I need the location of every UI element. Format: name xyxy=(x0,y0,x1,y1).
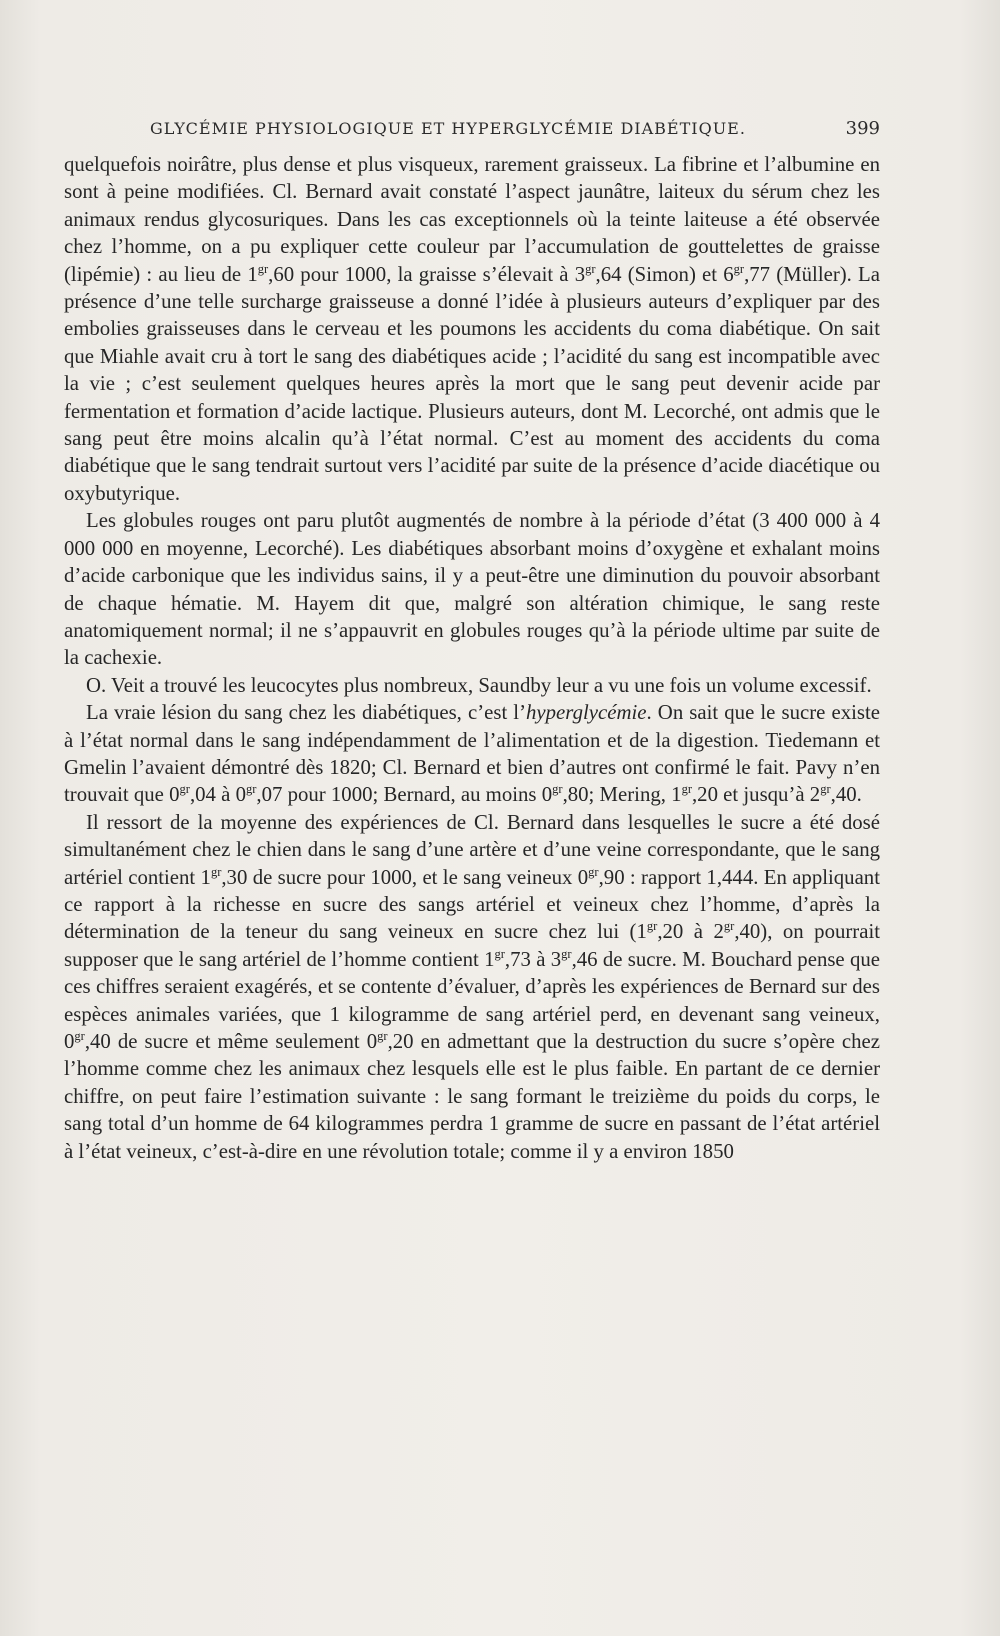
unit-superscript: gr xyxy=(179,782,190,797)
unit-superscript: gr xyxy=(494,946,505,961)
text-run: Les globules rouges ont paru plutôt augmentés de nombre à la période d’état (3 400 000 à 4 000 000 en moyenne, Lecorché). Les diabétiques absorbant moins d’oxygène et exhalant moins d’acide carbonique que les individus sains, il y a peut-être une diminution du pouvoir absorbant de chaque hématie. M. Hayem dit que, malgré son altération chimique, le sang reste anatomiquement normal; il ne s’appauvrit en globules rouges qu’à la période ultime par suite de la cachexie. xyxy=(64,509,880,670)
paragraph xyxy=(64,699,880,809)
text-run: ,46 de sucre. M. Bouchard pense que ces chiffres seraient exagérés, et se contente d’évaluer, d’après les expériences de Bernard sur des espèces animales variées, que 1 kilogramme de sang artériel perd, en devenant sang veineux, 0 xyxy=(64,947,880,1053)
unit-superscript: gr xyxy=(377,1029,388,1044)
text-run: ,60 pour 1000, la graisse s’élevait à 3 xyxy=(268,262,586,286)
text-run: ,07 pour 1000; Bernard, au moins 0 xyxy=(256,783,553,807)
text-run: . On sait que le sucre existe à l’état normal dans le sang indépendamment de l’alimentation et de la digestion. Tiedemann et Gmelin l’avaient démontré dès 1820; Cl. Bernard et bien d’autres ont confirmé le fait. Pavy n’en trouvait que 0 xyxy=(64,701,880,807)
running-header xyxy=(150,118,880,139)
text-run: ,64 (Simon) et 6 xyxy=(595,262,734,286)
text-run: ,20 en admettant que la destruction du sucre s’opère chez l’homme comme chez les animaux chez lesquels elle est le plus faible. En partant de ce dernier chiffre, on peut faire l’estimation suivante : le sang formant le treizième du poids du corps, le sang total d’un homme de 64 kilogrammes perdra 1 gramme de sucre en passant de l’état artériel à l’état veineux, c’est-à-dire en une révolution totale; comme il y a environ 1850 xyxy=(64,1030,880,1163)
text-run: Il ressort de la moyenne des expériences de Cl. Bernard dans lesquelles le sucre a été dosé simultanément chez le chien dans le sang d’une artère et d’une veine correspondante, que le sang artériel contient 1 xyxy=(64,810,880,889)
text-run: ,77 (Müller). La présence d’une telle surcharge graisseuse a donné l’idée à plusieurs auteurs d’expliquer par des embolies graisseuses dans le cerveau et les poumons les accidents du coma diabétique. On sait que Miahle avait cru à tort le sang des diabétiques acide ; l’acidité du sang est incompatible avec la vie ; c’est seulement quelques heures après la mort que le sang peut devenir acide par fermentation et formation d’acide lactique. Plusieurs auteurs, dont M. Lecorché, ont admis que le sang peut être moins alcalin qu’à l’état normal. C’est au moment des accidents du coma diabétique que le sang tendrait surtout vers l’acidité par suite de la présence d’acide diacétique ou oxybutyrique. xyxy=(64,262,880,505)
page-number: 399 xyxy=(845,118,880,139)
unit-superscript: gr xyxy=(552,782,563,797)
unit-superscript: gr xyxy=(723,919,735,934)
text-run: ,04 à 0 xyxy=(189,783,246,807)
text-run: ,73 à 3 xyxy=(504,947,562,971)
emphasis-text: hyperglycémie xyxy=(526,701,647,725)
unit-superscript: gr xyxy=(733,261,745,276)
unit-superscript: gr xyxy=(646,919,658,934)
unit-superscript: gr xyxy=(681,782,692,797)
unit-superscript: gr xyxy=(588,864,599,879)
unit-superscript: gr xyxy=(585,261,596,276)
text-run: ,40. xyxy=(830,783,862,807)
text-run: ,20 et jusqu’à 2 xyxy=(691,783,821,807)
body-text xyxy=(64,151,880,1165)
text-run: ,80; Mering, 1 xyxy=(562,783,682,807)
text-run: ,40 de sucre et même seulement 0 xyxy=(84,1030,378,1053)
paragraph xyxy=(64,151,880,507)
paragraph xyxy=(64,507,880,671)
paragraph xyxy=(64,809,880,1165)
unit-superscript: gr xyxy=(210,864,222,879)
unit-superscript: gr xyxy=(561,946,572,961)
unit-superscript: gr xyxy=(74,1029,85,1044)
paragraph xyxy=(64,672,880,699)
text-run: O. Veit a trouvé les leucocytes plus nombreux, Saundby leur a vu une fois un volume excessif. xyxy=(86,673,872,697)
text-run: La vraie lésion du sang chez les diabétiques, c’est l’ xyxy=(86,701,527,725)
unit-superscript: gr xyxy=(820,782,831,797)
text-run: ,40), on pourrait supposer que le sang artériel de l’homme contient 1 xyxy=(64,920,881,971)
text-run: quelquefois noirâtre, plus dense et plus visqueux, rarement graisseux. La fibrine et l’albumine en sont à peine modifiées. Cl. Bernard avait constaté l’aspect jaunâtre, laiteux du sérum chez les animaux rendus glycosuriques. Dans les cas exceptionnels où la teinte laiteuse a été observée chez l’homme, on a pu expliquer cette couleur par l’accumulation de gouttelettes de graisse (lipémie) : au lieu de 1 xyxy=(64,153,880,286)
text-run: ,90 : rapport 1,444. En appliquant ce rapport à la richesse en sucre des sangs artériel et veineux chez l’homme, d’après la détermination de la teneur du sang veineux en sucre chez lui (1 xyxy=(64,865,880,944)
text-run: ,30 de sucre pour 1000, et le sang veineux 0 xyxy=(221,865,589,889)
unit-superscript: gr xyxy=(257,261,269,276)
running-title: GLYCÉMIE PHYSIOLOGIQUE ET HYPERGLYCÉMIE DIABÉTIQUE. xyxy=(150,119,746,138)
unit-superscript: gr xyxy=(245,782,257,797)
text-run: ,20 à 2 xyxy=(657,920,724,944)
